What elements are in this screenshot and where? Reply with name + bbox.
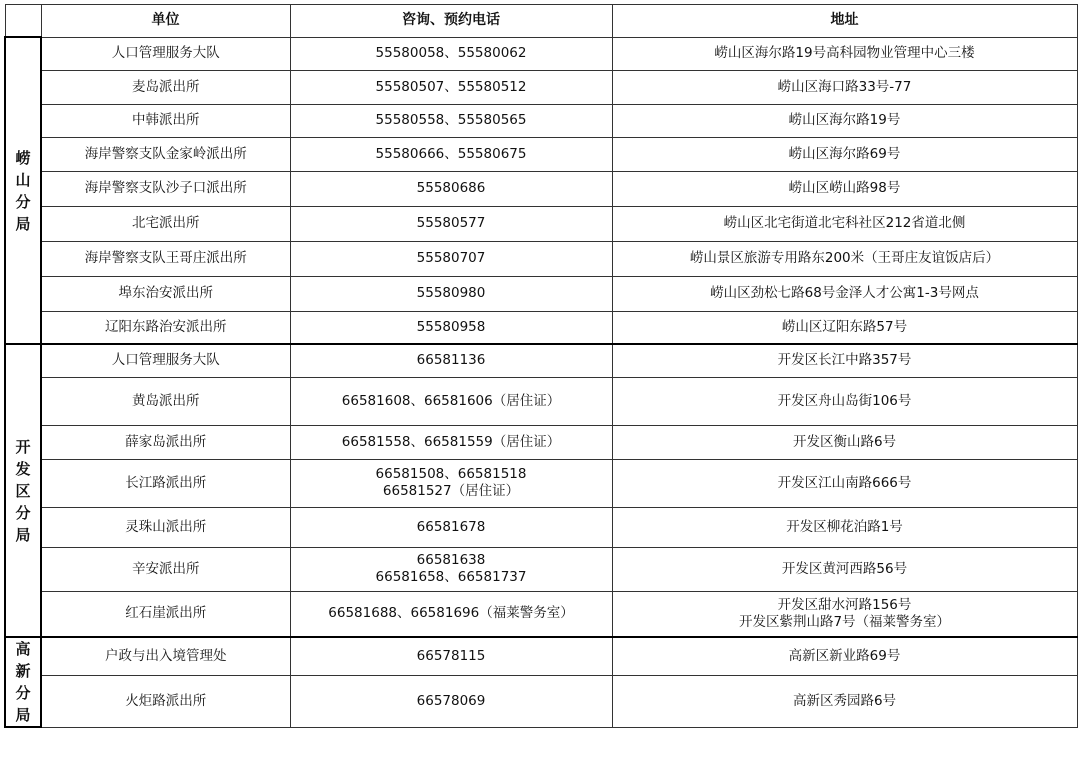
phone-line: 55580686 <box>416 180 486 196</box>
address-cell <box>612 171 1077 206</box>
address-line: 开发区长江中路357号 <box>777 352 912 369</box>
department-char: 局 <box>15 525 31 544</box>
address-line: 开发区衡山路6号 <box>792 433 897 450</box>
department-cell <box>5 37 41 344</box>
phone-line: 66581508、66581518 <box>375 466 527 482</box>
address-line: 开发区舟山岛街106号 <box>777 392 912 409</box>
table-body <box>5 37 1077 727</box>
address-line: 开发区柳花泊路1号 <box>786 518 903 535</box>
department-char: 崂 <box>15 148 31 167</box>
unit-cell: 中韩派出所 <box>41 104 290 137</box>
address-line: 开发区紫荆山路7号（福莱警务室） <box>738 613 951 630</box>
department-char: 山 <box>15 170 31 189</box>
phone-line: 66581136 <box>416 352 486 369</box>
address-cell <box>612 37 1077 70</box>
department-char: 局 <box>15 706 31 724</box>
address-cell <box>612 377 1077 425</box>
address-cell <box>612 206 1077 241</box>
department-cell <box>5 637 41 727</box>
phone-cell <box>290 70 612 104</box>
phone-line: 66581638 <box>416 552 486 568</box>
address-line: 崂山区劲松七路68号金泽人才公寓1-3号网点 <box>710 285 979 301</box>
phone-cell <box>290 276 612 311</box>
header-row <box>5 5 1077 38</box>
table-row <box>5 344 1077 377</box>
phone-line: 66578115 <box>416 648 486 665</box>
address-cell <box>612 591 1077 637</box>
phone-cell <box>290 507 612 547</box>
phone-cell <box>290 104 612 137</box>
header-blank <box>5 5 41 38</box>
department-char: 分 <box>15 503 31 522</box>
phone-line: 66581688、66581696（福莱警务室） <box>328 605 574 622</box>
department-char: 分 <box>15 684 31 702</box>
address-cell <box>612 137 1077 171</box>
department-char: 发 <box>15 459 31 478</box>
phone-line: 66581608、66581606（居住证） <box>341 392 561 409</box>
department-char: 局 <box>15 214 31 233</box>
phone-line: 55580058、55580062 <box>375 45 527 61</box>
unit-cell: 薛家岛派出所 <box>41 425 290 459</box>
address-line: 开发区甜水河路156号 <box>777 596 912 613</box>
address-line: 崂山区辽阳东路57号 <box>781 318 908 335</box>
phone-cell <box>290 344 612 377</box>
department-char: 开 <box>15 437 31 456</box>
address-cell <box>612 276 1077 311</box>
address-line: 高新区新业路69号 <box>788 648 901 665</box>
table-row <box>5 137 1077 171</box>
table-row <box>5 206 1077 241</box>
unit-cell: 麦岛派出所 <box>41 70 290 104</box>
unit-cell: 黄岛派出所 <box>41 377 290 425</box>
header-address: 地址 <box>612 5 1077 38</box>
phone-line: 55580707 <box>416 250 486 266</box>
phone-line: 66581558、66581559（居住证） <box>341 433 561 450</box>
phone-cell <box>290 241 612 276</box>
unit-cell: 红石崖派出所 <box>41 591 290 637</box>
department-char: 分 <box>15 192 31 211</box>
unit-cell: 火炬路派出所 <box>41 676 290 727</box>
phone-line: 66581658、66581737 <box>375 569 527 585</box>
header-phone: 咨询、预约电话 <box>290 5 612 38</box>
address-cell <box>612 70 1077 104</box>
phone-line: 66581527（居住证） <box>382 483 520 499</box>
phone-cell <box>290 459 612 507</box>
address-line: 崂山景区旅游专用路东200米（王哥庄友谊饭店后） <box>689 250 1000 266</box>
address-line: 开发区江山南路666号 <box>777 474 912 491</box>
table-row <box>5 459 1077 507</box>
address-line: 崂山区海口路33号-77 <box>777 78 912 95</box>
address-cell <box>612 311 1077 344</box>
phone-cell <box>290 676 612 727</box>
table-row <box>5 104 1077 137</box>
unit-cell: 北宅派出所 <box>41 206 290 241</box>
unit-cell: 长江路派出所 <box>41 459 290 507</box>
phone-cell <box>290 591 612 637</box>
phone-line: 55580558、55580565 <box>375 112 527 128</box>
unit-cell: 埠东治安派出所 <box>41 276 290 311</box>
address-line: 崂山区北宅街道北宅科社区212省道北侧 <box>723 215 966 231</box>
table-row <box>5 425 1077 459</box>
unit-cell: 人口管理服务大队 <box>41 37 290 70</box>
unit-cell: 海岸警察支队金家岭派出所 <box>41 137 290 171</box>
address-line: 崂山区海尔路19号 <box>788 112 901 128</box>
table-row <box>5 311 1077 344</box>
address-cell <box>612 637 1077 676</box>
department-char: 高 <box>15 640 31 658</box>
department-char: 新 <box>15 662 31 680</box>
department-char: 区 <box>15 481 31 500</box>
address-cell <box>612 104 1077 137</box>
phone-line: 55580980 <box>416 285 486 301</box>
phone-line: 66581678 <box>416 518 486 535</box>
phone-cell <box>290 171 612 206</box>
address-cell <box>612 344 1077 377</box>
address-line: 高新区秀园路6号 <box>792 692 897 709</box>
unit-cell: 人口管理服务大队 <box>41 344 290 377</box>
unit-cell: 灵珠山派出所 <box>41 507 290 547</box>
address-cell <box>612 459 1077 507</box>
header-unit: 单位 <box>41 5 290 38</box>
phone-cell <box>290 206 612 241</box>
unit-cell: 辛安派出所 <box>41 547 290 591</box>
table-row <box>5 37 1077 70</box>
address-cell <box>612 425 1077 459</box>
table-row <box>5 276 1077 311</box>
address-line: 开发区黄河西路56号 <box>781 560 908 577</box>
table-row <box>5 507 1077 547</box>
phone-cell <box>290 547 612 591</box>
unit-cell: 海岸警察支队沙子口派出所 <box>41 171 290 206</box>
table-row <box>5 377 1077 425</box>
address-line: 崂山区崂山路98号 <box>788 180 901 196</box>
address-cell <box>612 676 1077 727</box>
address-cell <box>612 241 1077 276</box>
unit-cell: 户政与出入境管理处 <box>41 637 290 676</box>
phone-line: 66578069 <box>416 692 486 709</box>
phone-cell <box>290 377 612 425</box>
phone-cell <box>290 311 612 344</box>
police-contact-table <box>4 4 1078 728</box>
phone-line: 55580577 <box>416 215 486 231</box>
phone-line: 55580666、55580675 <box>375 145 527 162</box>
address-cell <box>612 547 1077 591</box>
phone-line: 55580958 <box>416 318 486 335</box>
table-row <box>5 591 1077 637</box>
unit-cell: 海岸警察支队王哥庄派出所 <box>41 241 290 276</box>
table-row <box>5 171 1077 206</box>
phone-cell <box>290 37 612 70</box>
address-cell <box>612 507 1077 547</box>
phone-cell <box>290 637 612 676</box>
table-row <box>5 676 1077 727</box>
unit-cell: 辽阳东路治安派出所 <box>41 311 290 344</box>
phone-line: 55580507、55580512 <box>375 78 527 95</box>
table-row <box>5 547 1077 591</box>
address-line: 崂山区海尔路69号 <box>788 145 901 162</box>
table-row <box>5 637 1077 676</box>
phone-cell <box>290 425 612 459</box>
table-row <box>5 70 1077 104</box>
table-row <box>5 241 1077 276</box>
department-cell <box>5 344 41 637</box>
address-line: 崂山区海尔路19号高科园物业管理中心三楼 <box>714 45 975 61</box>
phone-cell <box>290 137 612 171</box>
